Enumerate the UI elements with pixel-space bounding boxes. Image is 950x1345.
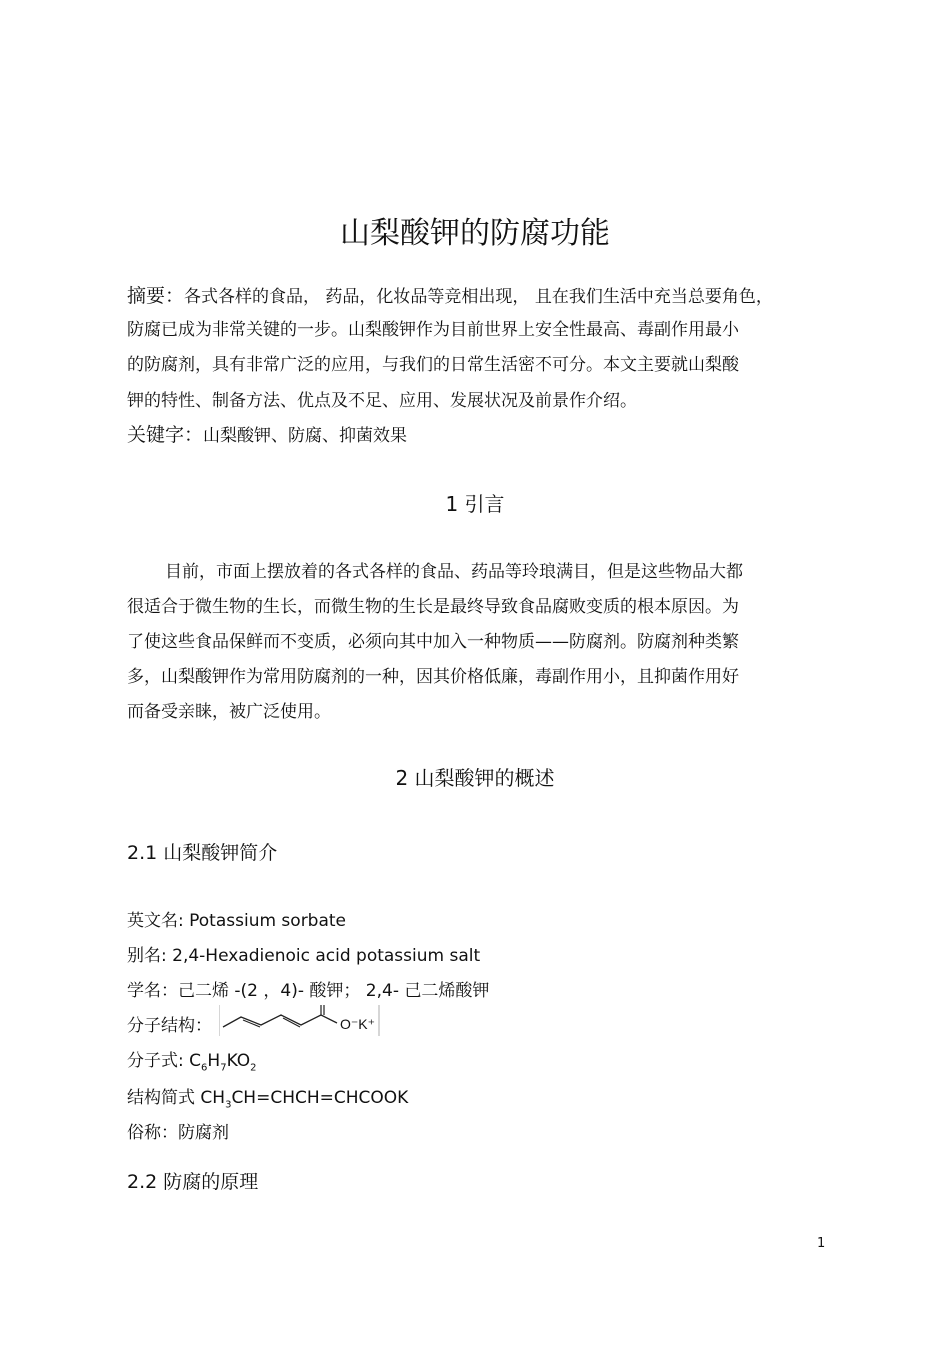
abstract-line-3: 的防腐剂，具有非常广泛的应用，与我们的日常生活密不可分。本文主要就山梨酸 xyxy=(127,355,739,375)
scientific-name: 学名：己二烯 -(2 ，4)- 酸钾； 2,4- 己二烯酸钾 xyxy=(127,981,490,1001)
alias: 别名: 2,4-Hexadienoic acid potassium salt xyxy=(127,946,481,966)
structure-ion-label: O⁻K⁺ xyxy=(340,1016,376,1032)
keywords-text: 山梨酸钾、防腐、抑菌效果 xyxy=(203,426,408,446)
intro-line-1: 目前，市面上摆放着的各式各样的食品、药品等玲琅满目，但是这些物品大都 xyxy=(165,562,743,582)
abstract-label: 摘要： xyxy=(127,285,185,307)
structure-label: 分子结构： xyxy=(127,1016,212,1036)
molecular-structure-diagram xyxy=(219,1005,384,1037)
condensed-label: 结构简式 CH xyxy=(127,1088,226,1108)
page-number: 1 xyxy=(817,1236,826,1251)
intro-line-4: 多，山梨酸钾作为常用防腐剂的一种，因其价格低廉，毒副作用小，且抑菌作用好 xyxy=(127,667,739,687)
formula-label: 分子式: C xyxy=(127,1051,202,1071)
abstract-line-2: 防腐已成为非常关键的一步。山梨酸钾作为目前世界上安全性最高、毒副作用最小 xyxy=(127,320,739,340)
section-2-1-heading: 2.1 山梨酸钾简介 xyxy=(127,842,278,864)
keywords-line xyxy=(127,423,407,448)
molecular-formula: 分子式: $C_6H_7KO_2$ xyxy=(127,1051,257,1074)
intro-line-5: 而备受亲睐，被广泛使用。 xyxy=(127,702,331,722)
intro-line-3: 了使这些食品保鲜而不变质，必须向其中加入一种物质——防腐剂。防腐剂种类繁 xyxy=(127,632,739,652)
condensed-formula: 结构简式 $CH_3CH=CHCH=CHCOOK$ xyxy=(127,1088,409,1111)
section-1-heading: 1 引言 xyxy=(445,492,505,516)
english-name: 英文名: Potassium sorbate xyxy=(127,911,347,931)
common-name: 俗称：防腐剂 xyxy=(127,1123,229,1143)
abstract-text-1: 各式各样的食品， 药品，化妆品等竞相出现， 且在我们生活中充当总要角色， xyxy=(184,287,773,307)
abstract-line-1 xyxy=(127,284,773,309)
abstract-line-4: 钾的特性、制备方法、优点及不足、应用、发展状况及前景作介绍。 xyxy=(127,391,637,411)
keywords-label: 关键字： xyxy=(127,424,204,446)
section-2-heading: 2 山梨酸钾的概述 xyxy=(395,766,555,790)
document-title: 山梨酸钾的防腐功能 xyxy=(340,216,610,251)
section-2-2-heading: 2.2 防腐的原理 xyxy=(127,1171,259,1193)
intro-line-2: 很适合于微生物的生长，而微生物的生长是最终导致食品腐败变质的根本原因。为 xyxy=(127,597,739,617)
